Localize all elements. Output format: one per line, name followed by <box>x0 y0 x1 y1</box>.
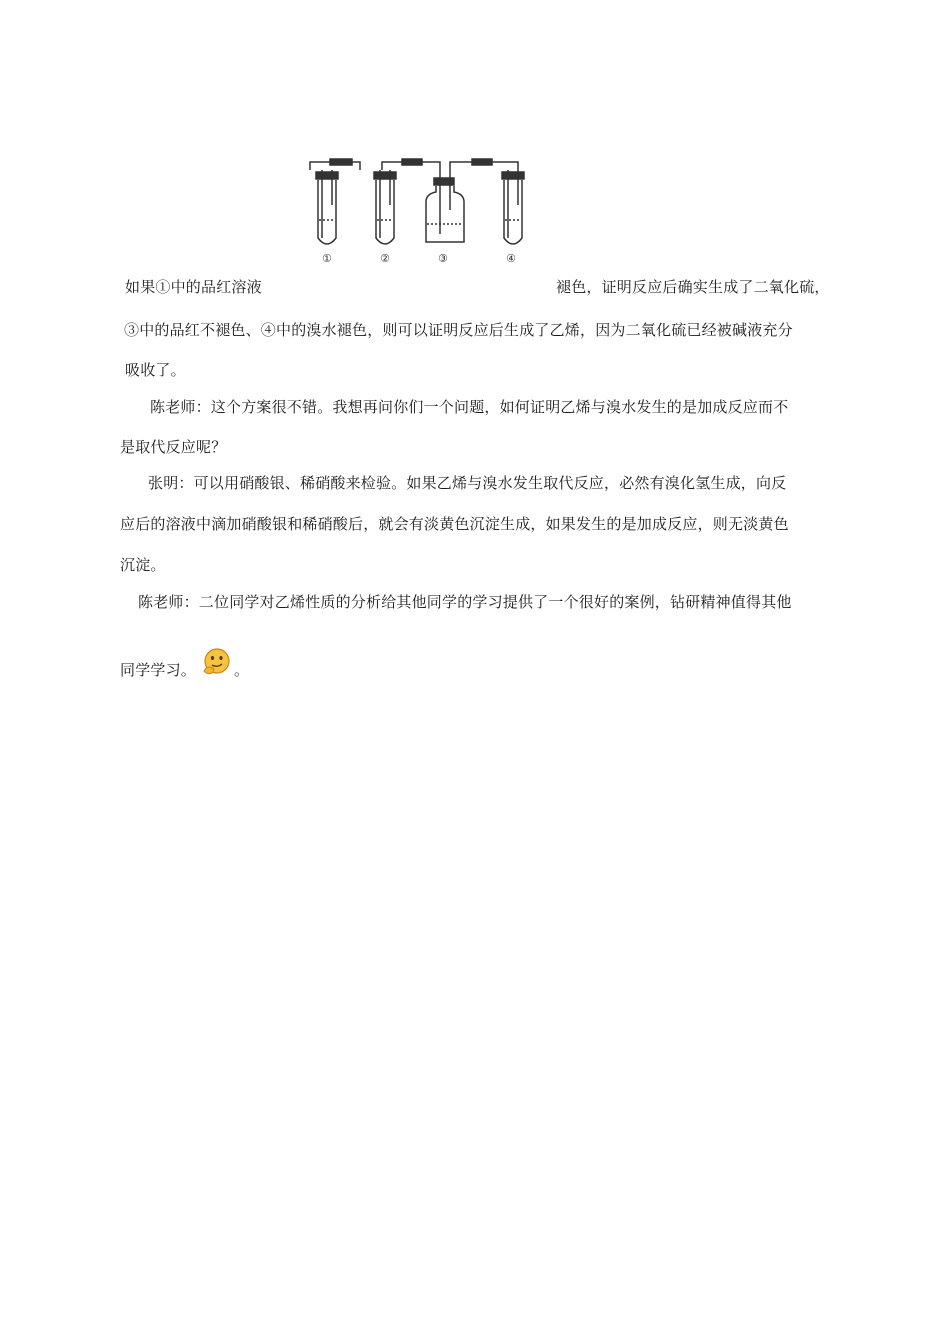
text-line: 沉淀。 <box>120 556 166 574</box>
text-line: 吸收了。 <box>125 361 186 379</box>
text-line: 如果①中的品红溶液 <box>125 278 262 296</box>
text-period: 。 <box>234 661 250 679</box>
text-line: ③中的品红不褪色、④中的溴水褪色，则可以证明反应后生成了乙烯，因为二氧化硫已经被碱液充分 <box>124 321 793 339</box>
text-line: 是取代反应呢？ <box>120 438 227 456</box>
thinking-face-icon <box>201 647 233 677</box>
figure-label-2: ② <box>380 252 390 265</box>
text-line: 张明：可以用硝酸银、稀硝酸来检验。如果乙烯与溴水发生取代反应，必然有溴化氢生成，向反 <box>148 474 787 492</box>
text-line: 应后的溶液中滴加硝酸银和稀硝酸后，就会有淡黄色沉淀生成，如果发生的是加成反应，则无淡黄色 <box>120 515 789 533</box>
apparatus-diagram <box>300 150 540 270</box>
figure-label-1: ① <box>322 252 332 265</box>
figure-label-3: ③ <box>438 252 448 265</box>
text-line: 陈老师：二位同学对乙烯性质的分析给其他同学的学习提供了一个很好的案例，钻研精神值得其他 <box>138 593 792 611</box>
text-line: 同学学习。 <box>120 661 197 679</box>
text-line: 褪色，证明反应后确实生成了二氧化硫， <box>556 278 830 296</box>
figure-label-4: ④ <box>506 252 516 265</box>
text-line: 陈老师：这个方案很不错。我想再问你们一个问题，如何证明乙烯与溴水发生的是加成反应而不 <box>150 398 789 416</box>
